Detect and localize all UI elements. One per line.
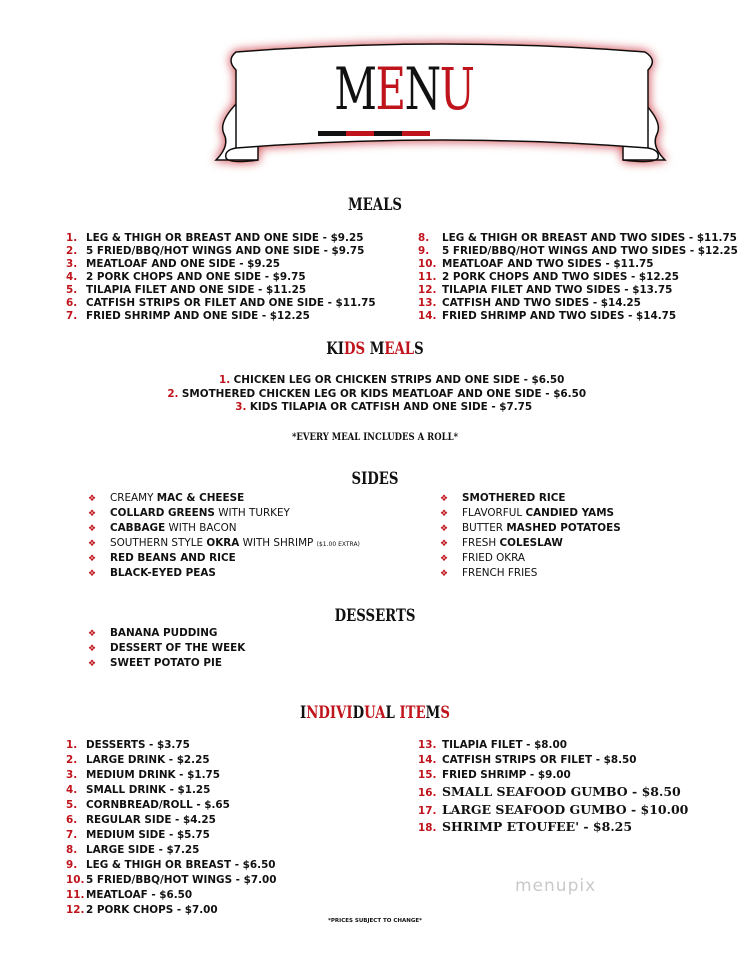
- kids-meals-list: [0, 374, 750, 415]
- list-item: 13. TILAPIA FILET - $8.00: [418, 739, 567, 751]
- list-item: ❖ FRESH COLESLAW: [440, 536, 621, 551]
- diamond-bullet-icon: ❖: [88, 569, 97, 579]
- prices-footnote: *PRICES SUBJECT TO CHANGE*: [328, 918, 422, 924]
- list-item: 3. MEATLOAF AND ONE SIDE - $9.25: [66, 258, 281, 270]
- list-item: 1. DESSERTS - $3.75: [66, 739, 190, 751]
- menupix-watermark: menupix: [515, 876, 597, 896]
- diamond-bullet-icon: ❖: [440, 494, 449, 504]
- kids-meals-heading: KIDS MEALS: [326, 339, 424, 359]
- meals-heading: MEALS: [348, 195, 402, 215]
- list-item: 7. MEDIUM SIDE - $5.75: [66, 829, 210, 841]
- meals-list-left: [66, 232, 376, 323]
- sides-list-left: [88, 491, 360, 581]
- list-item: ❖ FRIED OKRA: [440, 551, 621, 566]
- sides-list-right: [440, 491, 621, 581]
- items-list-right: [418, 738, 688, 836]
- list-item: 3. MEDIUM DRINK - $1.75: [66, 769, 220, 781]
- list-item: ❖ SOUTHERN STYLE OKRA WITH SHRIMP ($1.00 EXTRA): [88, 536, 360, 551]
- list-item: ❖ COLLARD GREENS WITH TURKEY: [88, 506, 360, 521]
- list-item: 8. LEG & THIGH OR BREAST AND TWO SIDES - $11.75: [418, 232, 737, 244]
- diamond-bullet-icon: ❖: [88, 524, 97, 534]
- desserts-list: [88, 626, 245, 671]
- list-item: 14. FRIED SHRIMP AND TWO SIDES - $14.75: [418, 310, 677, 322]
- diamond-bullet-icon: ❖: [88, 509, 97, 519]
- diamond-bullet-icon: ❖: [88, 554, 97, 564]
- list-item: ❖ DESSERT OF THE WEEK: [88, 641, 245, 656]
- list-item: ❖ BLACK-EYED PEAS: [88, 566, 360, 581]
- logo-underline: [318, 131, 430, 136]
- list-item: ❖ SWEET POTATO PIE: [88, 656, 245, 671]
- list-item: 2. SMOTHERED CHICKEN LEG OR KIDS MEATLOAF AND ONE SIDE - $6.50: [167, 387, 587, 400]
- list-item: 5. TILAPIA FILET AND ONE SIDE - $11.25: [66, 284, 307, 296]
- diamond-bullet-icon: ❖: [440, 539, 449, 549]
- list-item: ❖ BUTTER MASHED POTATOES: [440, 521, 621, 536]
- sides-heading: SIDES: [351, 469, 399, 489]
- list-item: 2. 5 FRIED/BBQ/HOT WINGS AND ONE SIDE - $9.75: [66, 245, 365, 257]
- list-item: 16. SMALL SEAFOOD GUMBO - $8.50: [418, 784, 681, 799]
- list-item: ❖ FLAVORFUL CANDIED YAMS: [440, 506, 621, 521]
- diamond-bullet-icon: ❖: [88, 629, 97, 639]
- list-item: 8. LARGE SIDE - $7.25: [66, 844, 200, 856]
- list-item: 3. KIDS TILAPIA OR CATFISH AND ONE SIDE - $7.75: [235, 401, 533, 413]
- individual-items-heading: INDIVIDUAL ITEMS: [300, 703, 450, 723]
- list-item: 12. TILAPIA FILET AND TWO SIDES - $13.75: [418, 284, 673, 296]
- diamond-bullet-icon: ❖: [440, 524, 449, 534]
- list-item: ❖ CABBAGE WITH BACON: [88, 521, 360, 536]
- diamond-bullet-icon: ❖: [440, 554, 449, 564]
- meals-list-right: [418, 232, 738, 323]
- list-item: 9. 5 FRIED/BBQ/HOT WINGS AND TWO SIDES - $12.25: [418, 245, 738, 257]
- list-item: 11. MEATLOAF - $6.50: [66, 889, 193, 901]
- logo-letter-m: M: [334, 55, 376, 123]
- diamond-bullet-icon: ❖: [440, 569, 449, 579]
- list-item: ❖ SMOTHERED RICE: [440, 491, 621, 506]
- list-item: ❖ RED BEANS AND RICE: [88, 551, 360, 566]
- list-item: 11. 2 PORK CHOPS AND TWO SIDES - $12.25: [418, 271, 680, 283]
- list-item: 10. MEATLOAF AND TWO SIDES - $11.75: [418, 258, 654, 270]
- diamond-bullet-icon: ❖: [88, 494, 97, 504]
- list-item: 9. LEG & THIGH OR BREAST - $6.50: [66, 859, 276, 871]
- list-item: 6. CATFISH STRIPS OR FILET AND ONE SIDE - $11.75: [66, 297, 376, 309]
- list-item: 4. SMALL DRINK - $1.25: [66, 784, 211, 796]
- list-item: 18. SHRIMP ETOUFEE' - $8.25: [418, 819, 633, 834]
- diamond-bullet-icon: ❖: [88, 539, 97, 549]
- logo-letter-u: U: [439, 55, 474, 123]
- list-item: ❖ BANANA PUDDING: [88, 626, 245, 641]
- list-item: 1. CHICKEN LEG OR CHICKEN STRIPS AND ONE SIDE - $6.50: [219, 374, 565, 386]
- diamond-bullet-icon: ❖: [88, 659, 97, 669]
- diamond-bullet-icon: ❖: [440, 509, 449, 519]
- desserts-heading: DESSERTS: [334, 606, 416, 626]
- list-item: ❖ CREAMY MAC & CHEESE: [88, 491, 360, 506]
- list-item: 15. FRIED SHRIMP - $9.00: [418, 769, 571, 781]
- list-item: 1. LEG & THIGH OR BREAST AND ONE SIDE - $9.25: [66, 232, 364, 244]
- roll-note: *EVERY MEAL INCLUDES A ROLL*: [291, 432, 459, 443]
- list-item: 14. CATFISH STRIPS OR FILET - $8.50: [418, 754, 637, 766]
- items-list-left: [66, 738, 276, 918]
- list-item: 13. CATFISH AND TWO SIDES - $14.25: [418, 297, 641, 309]
- logo-letter-e: E: [375, 55, 405, 123]
- list-item: 6. REGULAR SIDE - $4.25: [66, 814, 216, 826]
- list-item: 10. 5 FRIED/BBQ/HOT WINGS - $7.00: [66, 874, 277, 886]
- menu-logo: [334, 55, 474, 123]
- list-item: 17. LARGE SEAFOOD GUMBO - $10.00: [418, 801, 689, 817]
- list-item: ❖ FRENCH FRIES: [440, 566, 621, 581]
- diamond-bullet-icon: ❖: [88, 644, 97, 654]
- list-item: 2. LARGE DRINK - $2.25: [66, 754, 210, 766]
- logo-letter-n: N: [404, 55, 440, 123]
- list-item: 4. 2 PORK CHOPS AND ONE SIDE - $9.75: [66, 271, 306, 283]
- list-item: 7. FRIED SHRIMP AND ONE SIDE - $12.25: [66, 310, 310, 322]
- list-item: 12. 2 PORK CHOPS - $7.00: [66, 904, 218, 916]
- list-item: 5. CORNBREAD/ROLL - $.65: [66, 799, 230, 811]
